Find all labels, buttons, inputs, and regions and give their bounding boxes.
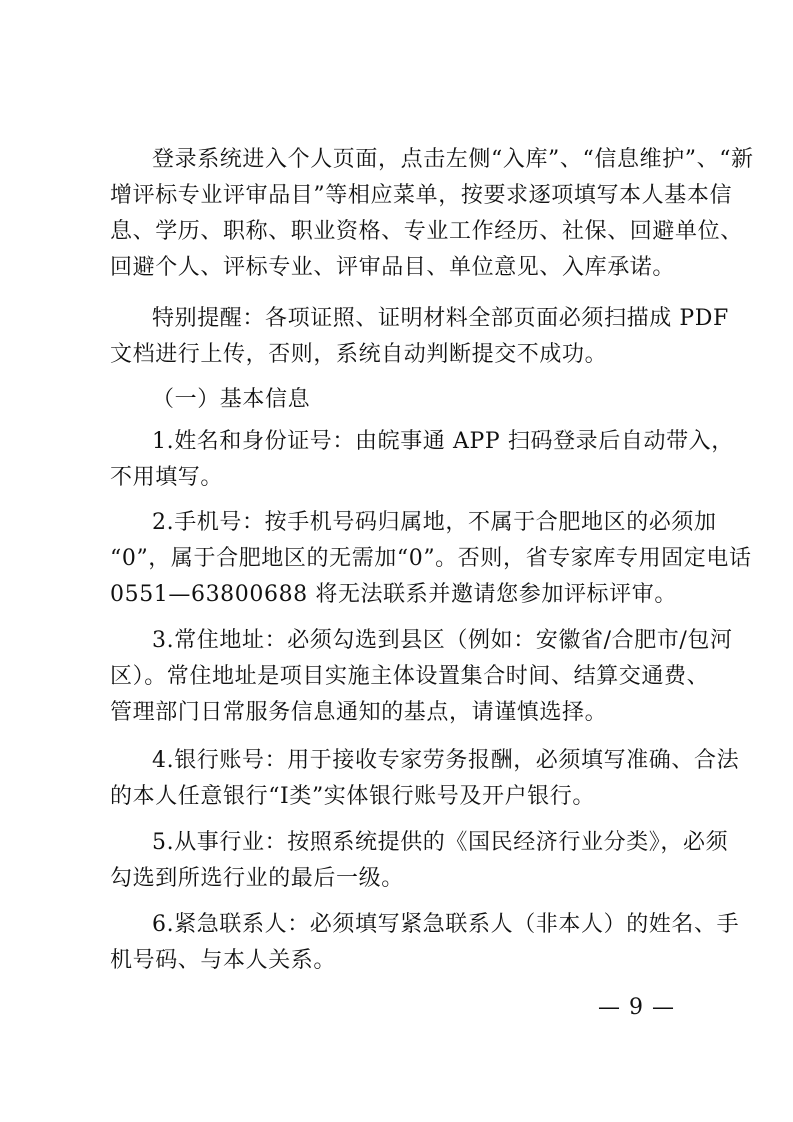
special-reminder-line-2: 文档进行上传，否则，系统自动判断提交不成功。 — [110, 342, 608, 367]
item-3-line-1: 3.常住地址：必须勾选到县区（例如：安徽省/合肥市/包河 — [152, 628, 733, 653]
item-4-line-2: 的本人任意银行“Ⅰ类”实体银行账号及开户银行。 — [110, 784, 595, 809]
special-reminder-line-1: 特别提醒：各项证照、证明材料全部页面必须扫描成 PDF — [152, 306, 729, 331]
item-2-line-3: 0551—63800688 将无法联系并邀请您参加评标评审。 — [110, 582, 677, 607]
paragraph-intro-line-2: 增评标专业评审品目”等相应菜单，按要求逐项填写本人基本信 — [110, 183, 733, 208]
item-5-line-2: 勾选到所选行业的最后一级。 — [110, 866, 404, 891]
item-1-line-1: 1.姓名和身份证号：由皖事通 APP 扫码登录后自动带入， — [152, 429, 734, 454]
paragraph-intro-line-1: 登录系统进入个人页面，点击左侧“入库”、“信息维护”、“新 — [152, 147, 754, 172]
item-2-line-1: 2.手机号：按手机号码归属地，不属于合肥地区的必须加 — [152, 510, 717, 535]
item-6-line-2: 机号码、与本人关系。 — [110, 948, 337, 973]
paragraph-intro-line-4: 回避个人、评标专业、评审品目、单位意见、入库承诺。 — [110, 255, 676, 280]
item-2-line-2: “0”，属于合肥地区的无需加“0”。否则，省专家库专用固定电话 — [110, 546, 752, 571]
item-3-line-2: 区）。常住地址是项目实施主体设置集合时间、结算交通费、 — [110, 664, 710, 689]
item-5-line-1: 5.从事行业：按照系统提供的《国民经济行业分类》，必须 — [152, 830, 729, 855]
item-4-line-1: 4.银行账号：用于接收专家劳务报酬，必须填写准确、合法 — [152, 748, 740, 773]
item-6-line-1: 6.紧急联系人：必须填写紧急联系人（非本人）的姓名、手 — [152, 912, 740, 937]
item-1-line-2: 不用填写。 — [110, 465, 224, 490]
item-3-line-3: 管理部门日常服务信息通知的基点，请谨慎选择。 — [110, 700, 608, 725]
section-heading-basic-info: （一）基本信息 — [152, 387, 311, 412]
page-number: — 9 — — [598, 995, 675, 1020]
paragraph-intro-line-3: 息、学历、职称、职业资格、专业工作经历、社保、回避单位、 — [110, 219, 743, 244]
